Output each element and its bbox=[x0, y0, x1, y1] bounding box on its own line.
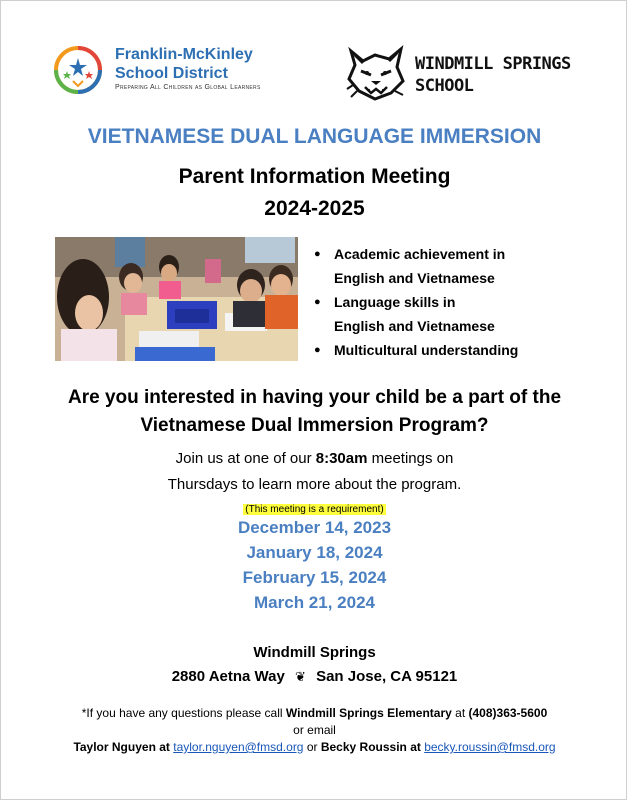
email-link-becky[interactable]: becky.roussin@fmsd.org bbox=[424, 740, 556, 754]
fleuron-icon: ❦ bbox=[295, 669, 306, 684]
contact-at: at bbox=[451, 706, 469, 720]
join-suffix: meetings on bbox=[367, 450, 454, 467]
contact-person1: Taylor Nguyen at bbox=[73, 740, 174, 754]
contact-intro: *If you have any questions please call bbox=[81, 706, 286, 720]
meeting-date: February 15, 2024 bbox=[242, 568, 387, 587]
school-name bbox=[415, 53, 571, 97]
benefit-2-line1: ● Language skills in bbox=[334, 294, 456, 310]
contact-school: Windmill Springs Elementary bbox=[285, 706, 452, 720]
interest-question-line2: Vietnamese Dual Immersion Program? bbox=[140, 415, 489, 436]
list-item bbox=[314, 290, 518, 338]
join-line1 bbox=[1, 446, 627, 472]
school-name-line2: SCHOOL bbox=[415, 76, 474, 96]
join-prefix: Join us at one of our bbox=[175, 450, 316, 467]
meeting-dates bbox=[1, 515, 627, 615]
district-logo bbox=[53, 43, 283, 99]
meeting-heading-line1: Parent Information Meeting bbox=[178, 165, 451, 188]
requirement-note: (This meeting is a requirement) bbox=[245, 504, 384, 515]
contact-info bbox=[1, 705, 627, 756]
benefits-list bbox=[314, 242, 518, 362]
meeting-date: January 18, 2024 bbox=[246, 543, 383, 562]
benefit-2-line2: English and Vietnamese bbox=[334, 318, 495, 334]
school-year: 2024-2025 bbox=[264, 197, 365, 220]
district-name-line2: School District bbox=[115, 65, 228, 82]
meeting-date: March 21, 2024 bbox=[254, 593, 375, 612]
wildcat-icon bbox=[345, 41, 407, 103]
contact-or: or bbox=[303, 740, 321, 754]
benefit-1-line1: ● Academic achievement in bbox=[334, 246, 506, 262]
venue-city: San Jose, CA 95121 bbox=[316, 668, 458, 685]
venue bbox=[1, 641, 627, 689]
contact-phone: (408)363-5600 bbox=[468, 706, 548, 720]
venue-street: 2880 Aetna Way bbox=[171, 668, 285, 685]
list-item bbox=[314, 242, 518, 290]
meeting-heading bbox=[1, 161, 627, 225]
venue-name: Windmill Springs bbox=[253, 644, 376, 661]
contact-line1 bbox=[1, 705, 627, 722]
school-logo bbox=[345, 41, 575, 105]
classroom-photo bbox=[55, 237, 298, 361]
benefit-3-line1: ● Multicultural understanding bbox=[334, 342, 519, 358]
meeting-time: 8:30am bbox=[315, 450, 368, 467]
contact-line3 bbox=[1, 739, 627, 756]
email-link-taylor[interactable]: taylor.nguyen@fmsd.org bbox=[173, 740, 304, 754]
district-name bbox=[115, 45, 253, 83]
district-name-line1: Franklin-McKinley bbox=[115, 46, 253, 63]
contact-or-email: or email bbox=[293, 723, 336, 737]
program-title: VIETNAMESE DUAL LANGUAGE IMMERSION bbox=[87, 125, 542, 148]
interest-question bbox=[1, 384, 627, 440]
join-line2: Thursdays to learn more about the program. bbox=[167, 476, 462, 493]
district-tagline: Preparing All Children as Global Learners bbox=[115, 84, 261, 91]
meeting-date: December 14, 2023 bbox=[237, 518, 392, 537]
benefit-1-line2: English and Vietnamese bbox=[334, 270, 495, 286]
list-item bbox=[314, 338, 518, 362]
school-name-line1: WINDMILL SPRINGS bbox=[415, 54, 571, 74]
globe-stars-icon bbox=[53, 45, 103, 95]
venue-address bbox=[1, 665, 627, 689]
interest-question-line1: Are you interested in having your child be a part of the bbox=[67, 387, 562, 408]
join-invitation bbox=[1, 446, 627, 498]
contact-person2: Becky Roussin at bbox=[320, 740, 425, 754]
